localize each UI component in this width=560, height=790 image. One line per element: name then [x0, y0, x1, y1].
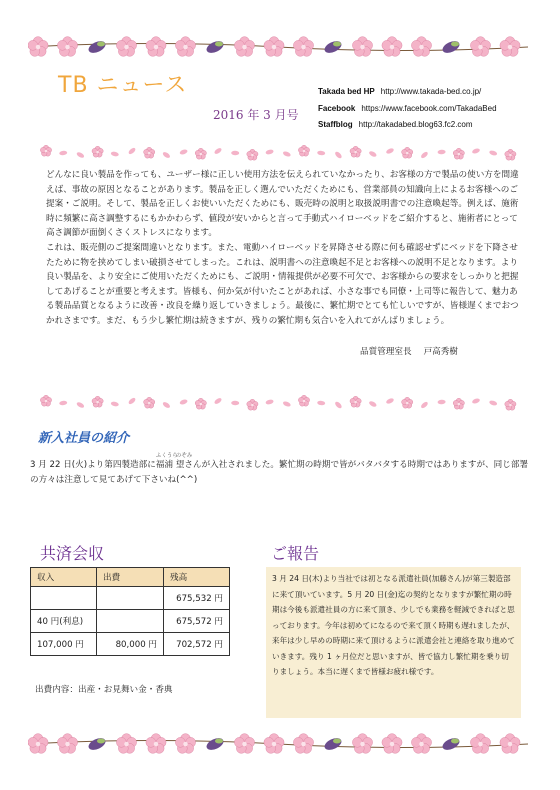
new-employee-text-before: 3 月 22 日(火)より第四製造部に	[30, 460, 156, 470]
falling-petals-icon	[40, 394, 520, 412]
link-url[interactable]: http://takadabed.blog63.fc2.com	[358, 120, 473, 129]
table-cell	[31, 587, 97, 610]
table-cell: 675,572 円	[164, 610, 230, 633]
table-cell: 40 円(利息)	[31, 610, 97, 633]
employee-given-name	[175, 453, 193, 473]
report-text: 3 月 24 日(木)より当社では初となる派遣社員(加藤さん)が第三製造部に来て頂いています。5 月 20 日(金)迄の契約となりますが繁忙期の時期は今後も派遣社員の方に来て頂き、少しでも業務を軽減できればと思っております。今年は初めてになるので来て頂く時期も遅れましたが、来年は少し早めの時期に来て頂けるように派遣会社と連絡を取り進めていきます。残り 1 ヶ月位だと思いますが、皆で協力し繁忙期を乗り切りましょう。本当に遅くまで皆様お疲れ様です。	[272, 574, 515, 676]
new-employee-text	[30, 453, 530, 488]
link-staffblog[interactable]	[318, 117, 497, 134]
table-cell: 107,000 円	[31, 633, 97, 656]
employee-surname	[155, 453, 178, 473]
report-heading: ご報告	[271, 544, 320, 563]
kyosai-heading: 共済会収	[40, 544, 105, 563]
link-url[interactable]: http://www.takada-bed.co.jp/	[380, 87, 482, 96]
link-facebook[interactable]	[318, 101, 497, 118]
table-cell	[97, 587, 164, 610]
table-cell: 675,532 円	[164, 587, 230, 610]
header-links	[318, 84, 497, 134]
column-header: 残高	[164, 568, 230, 587]
kyosai-note: 出費内容：出産・お見舞い金・香典	[35, 685, 173, 695]
newsletter-title: TB ニュース	[58, 73, 188, 98]
surname: 福浦	[155, 460, 174, 470]
signature-role: 品質管理室長	[360, 347, 412, 357]
column-header: 収入	[31, 568, 97, 587]
table-row	[31, 633, 230, 656]
new-employee-text-after: さんが入社されました。繁忙期の時期で皆がバタバタする時期ではありますが、同じ部署の方々は注意して見てあげて下さいね(^^)	[30, 460, 529, 485]
table-row	[31, 587, 230, 610]
article-signature	[360, 345, 458, 357]
kyosai-table	[30, 567, 230, 656]
table-header-row	[31, 568, 230, 587]
new-employee-heading: 新入社員の紹介	[38, 431, 130, 446]
table-cell: 702,572 円	[164, 633, 230, 656]
given-ruby: のぞみ	[175, 453, 193, 459]
signature-name: 戸高秀樹	[423, 347, 458, 357]
link-label: Facebook	[318, 103, 356, 113]
article-paragraph: どんなに良い製品を作っても、ユーザー様に正しい使用方法を伝えられていなかったり、お客様の方で製品の使い方を間違えば、事故の原因となることがあります。製品を正しく選んでいただくためにも、営業部員の知識向上によるお客様へのご提案・ご説明。そして、製品を正しくお使いいただくためにも、販売時の説明と取扱説明書での注意喚起等。例えば、施術時に頻繁に高さ調整するにもかかわらず、値段が安いからと言って手動式ハイローベッドをご紹介すると、施術者にとって高さ調節が面倒くさくストレスになります。	[46, 170, 519, 239]
link-label: Staffblog	[318, 120, 353, 129]
link-label: Takada bed HP	[318, 87, 375, 96]
column-header: 出費	[97, 568, 164, 587]
table-cell	[97, 610, 164, 633]
link-hp[interactable]	[318, 84, 497, 101]
surname-ruby: ふくうら	[155, 453, 178, 459]
table-row	[31, 610, 230, 633]
table-cell: 80,000 円	[97, 633, 164, 656]
given-name: 望	[175, 460, 185, 470]
cherry-blossom-garland-icon	[28, 731, 528, 757]
link-url[interactable]: https://www.facebook.com/TakadaBed	[361, 103, 497, 113]
article-body	[46, 168, 521, 329]
cherry-blossom-garland-icon	[28, 34, 528, 60]
article-paragraph: これは、販売側のご提案間違いとなります。また、電動ハイローベッドを昇降させる際に何も確認せずにベッドを下降させたために物を挟めてしまい破損させてしまった。これは、説明書への注意喚起不足とお客様への説明不足となります。より良い製品を、より安全にご使用いただくためにも、ご説明・情報提供が必要不可欠で、お客様からの要求をしっかりと把握してあげることが重要と考えます。皆様も、何か気が付いたことがあれば、小さな事でも同僚・上司等に報告して、魅力ある製品品質となるように改善・改良を繰り返していきましょう。最後に、繁忙期でとても忙しいですが、皆様遅くまでおつかれさまです。まだ、もう少し繁忙期は続きますが、残りの繁忙期も気合いを入れてがんばりましょう。	[46, 242, 519, 326]
issue-date: 2016 年 3 月号	[213, 108, 299, 122]
falling-petals-icon	[40, 144, 520, 162]
